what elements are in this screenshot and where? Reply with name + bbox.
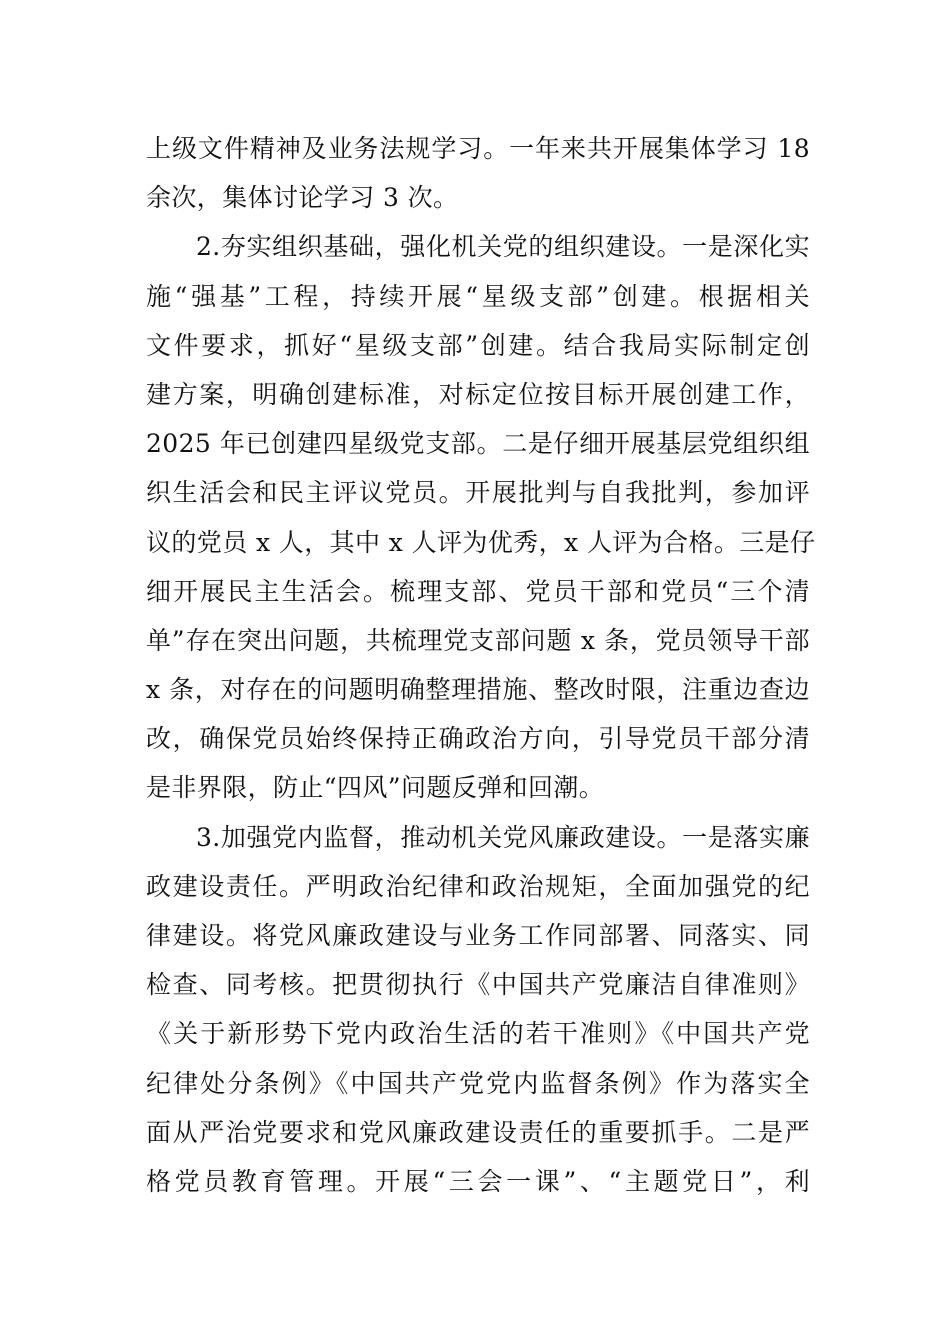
paragraph-2 — [146, 222, 816, 812]
text-line: 织生活会和民主评议党员。开展批判与自我批判，参加评 — [146, 478, 810, 508]
paragraph-1 — [146, 124, 810, 222]
text-line: 《关于新形势下党内政治生活的若干准则》《中国共产党 — [146, 1019, 810, 1049]
text-line: 建方案，明确创建标准，对标定位按目标开展创建工作， — [146, 379, 810, 409]
paragraph-3 — [146, 813, 810, 1207]
text-line: 政建设责任。严明政治纪律和政治规矩，全面加强党的纪 — [146, 871, 810, 901]
text-line: 面从严治党要求和党风廉政建设责任的重要抓手。二是严 — [146, 1117, 810, 1147]
text-line: 议的党员 x 人，其中 x 人评为优秀，x 人评为合格。三是仔 — [146, 527, 816, 557]
document-body — [146, 124, 816, 1206]
text-line: 余次，集体讨论学习 3 次。 — [146, 183, 459, 213]
text-line: 改，确保党员始终保持正确政治方向，引导党员干部分清 — [146, 724, 810, 754]
text-line: 格党员教育管理。开展“三会一课”、“主题党日”，利 — [146, 1166, 810, 1196]
text-line: 是非界限，防止“四风”问题反弹和回潮。 — [146, 773, 605, 803]
text-line: 检查、同考核。把贯彻执行《中国共产党廉洁自律准则》 — [146, 970, 810, 1000]
text-line: 3.加强党内监督，推动机关党风廉政建设。一是落实廉 — [196, 822, 810, 852]
text-line: 单”存在突出问题，共梳理党支部问题 x 条，党员领导干部 — [146, 625, 810, 655]
text-line: 施“强基”工程，持续开展“星级支部”创建。根据相关 — [146, 281, 810, 311]
text-line: 2.夯实组织基础，强化机关党的组织建设。一是深化实 — [196, 232, 810, 262]
text-line: 上级文件精神及业务法规学习。一年来共开展集体学习 18 — [146, 134, 810, 163]
text-line: 细开展民主生活会。梳理支部、党员干部和党员“三个清 — [146, 576, 810, 606]
text-line: x 条，对存在的问题明确整理措施、整改时限，注重边查边 — [146, 675, 810, 705]
text-line: 纪律处分条例》《中国共产党党内监督条例》作为落实全 — [146, 1068, 810, 1098]
text-line: 文件要求，抓好“星级支部”创建。结合我局实际制定创 — [146, 330, 810, 360]
text-line: 2025 年已创建四星级党支部。二是仔细开展基层党组织组 — [146, 429, 810, 459]
text-line: 律建设。将党风廉政建设与业务工作同部署、同落实、同 — [146, 921, 810, 950]
